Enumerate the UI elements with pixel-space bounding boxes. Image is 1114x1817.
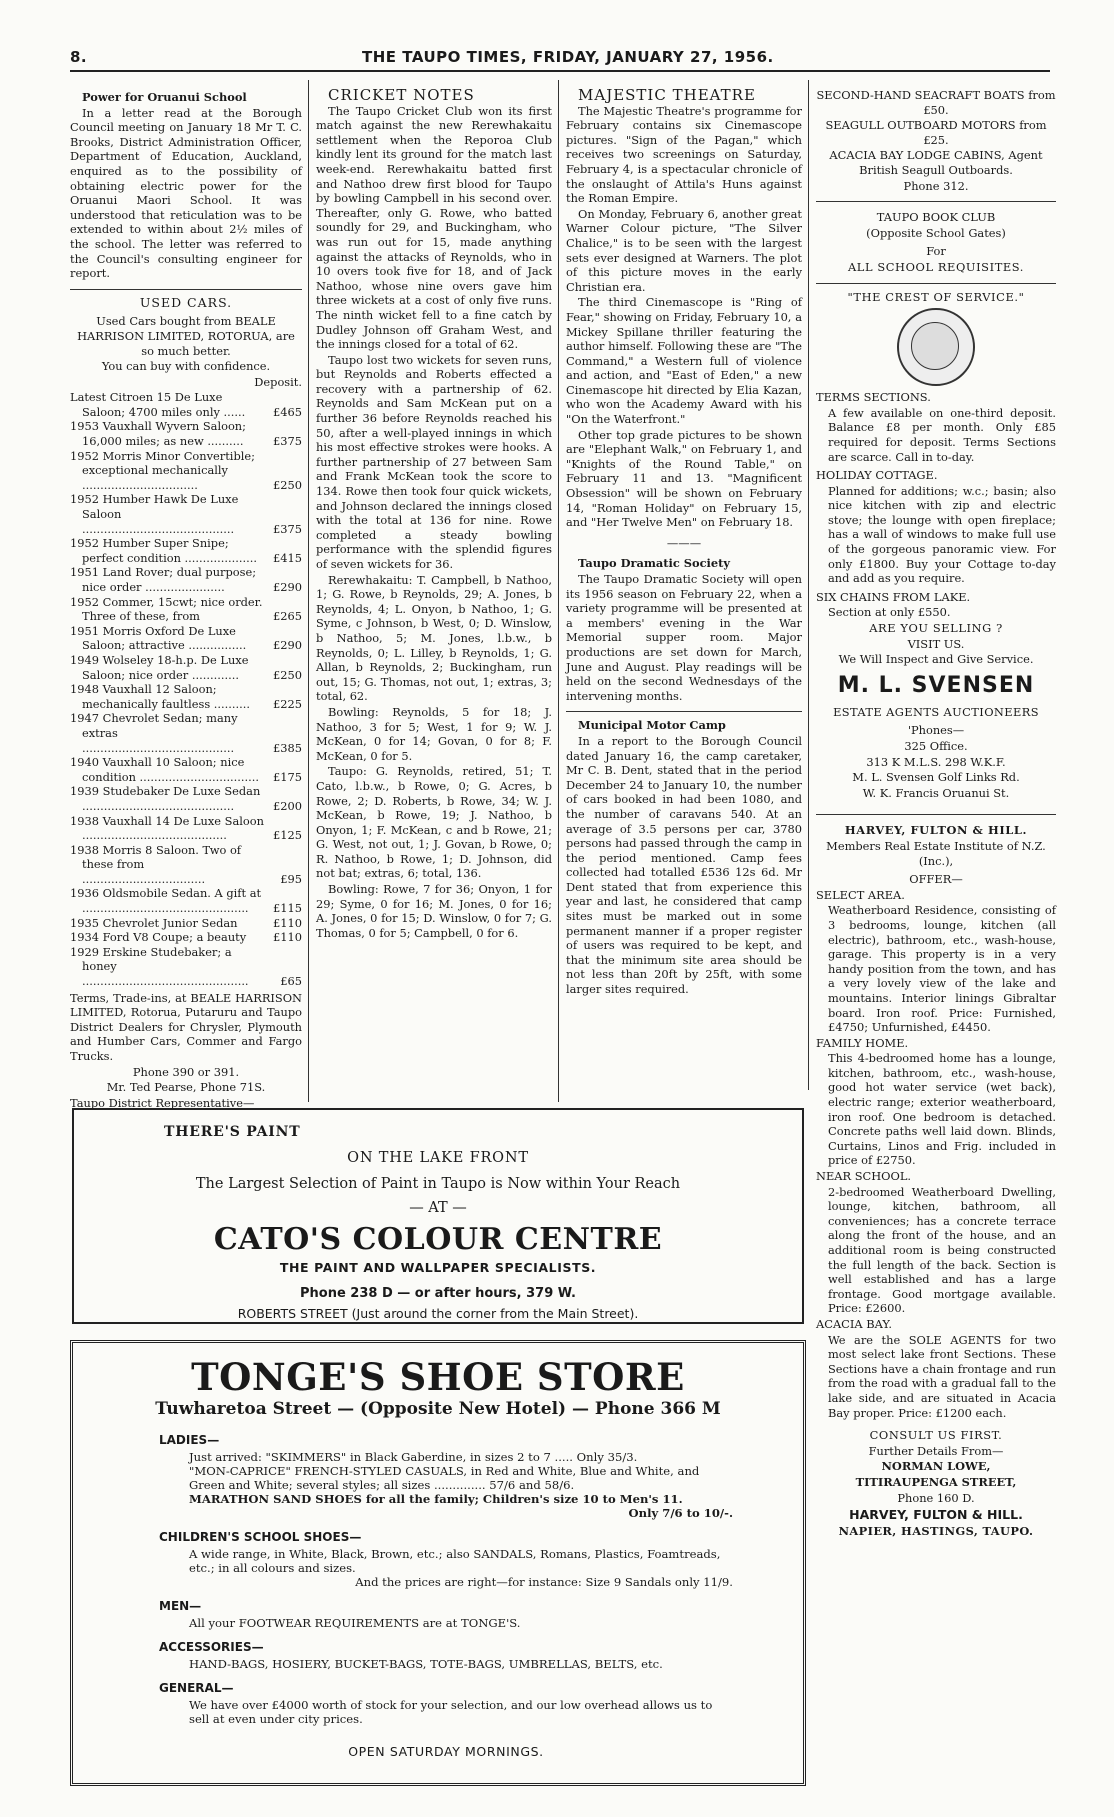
used-cars-confidence: You can buy with confidence. xyxy=(101,359,271,374)
paint-location: ON THE LAKE FRONT xyxy=(347,1150,529,1166)
used-car-row xyxy=(70,595,302,624)
used-car-price: £65 xyxy=(280,974,302,989)
used-car-price: £115 xyxy=(273,901,302,916)
used-car-price: £415 xyxy=(273,550,302,565)
svensen-office: 325 Office. xyxy=(904,739,968,753)
paint-phone: Phone 238 D — or after hours, 379 W. xyxy=(299,1286,576,1301)
theatre-para: On Monday, February 6, another great Warner Colour picture, "The Silver Chalice," is to be seen with the largest sets ever designed at Warners. The plot of this picture moves in the early Christian era. xyxy=(566,206,802,294)
used-car-row xyxy=(70,930,302,945)
used-car-description: 1951 Morris Oxford De Luxe Saloon; attractive ................ xyxy=(70,623,247,653)
used-car-row xyxy=(70,492,302,536)
school-heading: Power for Oruanui School xyxy=(82,90,247,104)
book-club-title: TAUPO BOOK CLUB xyxy=(876,210,996,225)
used-car-description: 1952 Humber Hawk De Luxe Saloon .......................................... xyxy=(70,492,239,536)
used-car-description: 1947 Chevrolet Sedan; many extras .......................................... xyxy=(70,711,238,755)
theatre-heading: MAJESTIC THEATRE xyxy=(578,86,756,104)
newspaper-title: THE TAUPO TIMES, FRIDAY, JANUARY 27, 1956. xyxy=(362,48,774,66)
cricket-para: Bowling: Reynolds, 5 for 18; J. Nathoo, 3 for 5; West, 1 for 9; W. J. McKean, 0 for 14; Govan, 0 for 8; F. McKean, 0 for 5. xyxy=(316,704,552,763)
used-car-row xyxy=(70,886,302,915)
book-club-requisites: ALL SCHOOL REQUISITES. xyxy=(847,259,1025,274)
holiday-body: Planned for additions; w.c.; basin; also nice kitchen with zip and electric stove; the lounge with open fireplace; has a wall of windows to make full use of the gorgeous panoramic view. For only £1800. Buy your Cottage to-day and add as you require. xyxy=(828,483,1056,586)
paint-specialists: THE PAINT AND WALLPAPER SPECIALISTS. xyxy=(279,1260,597,1275)
ladies-marathon: MARATHON SAND SHOES for all the family; Children's size 10 to Men's 11. xyxy=(189,1492,683,1506)
theatre-para: The third Cinemascope is "Ring of Fear," showing on Friday, February 10, a Mickey Spillane thriller featuring the author himself. Following these are "The Command," a Western full of violence and action, and "East of Eden," a new Cinemascope hit directed by Elia Kazan, who won the Academy Award with his "On the Waterfront." xyxy=(566,295,802,427)
column-2 xyxy=(316,88,552,1102)
divider xyxy=(816,201,1056,202)
used-cars-terms: Terms, Trade-ins, at BEALE HARRISON LIMITED, Rotorua, Putaruru and Taupo District Dealers for Chrysler, Plymouth and Humber Cars, Commer and Fargo Trucks. xyxy=(70,990,302,1063)
paint-store-name: CATO'S COLOUR CENTRE xyxy=(213,1222,663,1257)
used-car-price: £200 xyxy=(273,798,302,813)
hfh-footer: HARVEY, FULTON & HILL. xyxy=(849,1507,1023,1523)
used-car-row xyxy=(70,755,302,784)
cricket-para: Taupo lost two wickets for seven runs, but Reynolds and Roberts effected a recovery with a partnership of 62. Reynolds and Sam McKean put on a further 36 before Reynolds reached his 50, after a well-played innings in which his most effective strokes were hooks. A further partnership of 27 between Sam and Frank McKean took the score to 134. Rowe then took four quick wickets, and Johnson declared the innings closed with the total at 136 for nine. Rowe completed a steady bowling performance with the splendid figures of seven wickets for 36. xyxy=(316,352,552,571)
seacraft-phone: Phone 312. xyxy=(903,178,969,193)
accessories-list: HAND-BAGS, HOSIERY, BUCKET-BAGS, TOTE-BAGS, UMBRELLAS, BELTS, etc. xyxy=(189,1657,663,1671)
seagull-motors: SEAGULL OUTBOARD MOTORS from £25. xyxy=(825,118,1047,147)
titiraupenga-street: TITIRAUPENGA STREET, xyxy=(855,1474,1017,1489)
dramatic-article: The Taupo Dramatic Society will open its 1956 season on February 22, when a variety programme will be presented at a members' evening in the War Memorial supper room. Major productions are set down for March, June and August. Play readings will be held on the second Wednesdays of the intervening months. xyxy=(566,572,802,703)
used-car-price: £110 xyxy=(273,930,302,945)
cricket-para: The Taupo Cricket Club won its first match against the new Rerewhakaitu settlement when the Reporoa Club kindly lent its ground for the match last week-end. Rerewhakaitu batted first and Nathoo drew first blood for Taupo by bowling Campbell in his second over. Thereafter, only G. Rowe, who batted soundly for 29, and Buckingham, who was run out for 15, made anything against the attacks of Reynolds, who in 10 overs took five for 18, and of Jack Nathoo, whose nine overs gave him three wickets at a cost of only five runs. The ninth wicket fell to a fine catch by Dudley Johnson off Graham West, and the innings closed for a total of 62. xyxy=(316,103,552,352)
used-car-row xyxy=(70,916,302,931)
used-car-description: 1952 Humber Super Snipe; perfect condition .................... xyxy=(70,536,257,565)
used-car-row xyxy=(70,536,302,565)
paint-advertisement xyxy=(72,1108,804,1324)
further-details: Further Details From— xyxy=(868,1443,1004,1458)
used-car-price: £175 xyxy=(273,769,302,784)
column-4 xyxy=(816,88,1056,1788)
divider: ——— xyxy=(666,535,702,550)
used-car-description: 1936 Oldsmobile Sedan. A gift at .............................................. xyxy=(70,886,262,916)
seacraft-boats: SECOND-HAND SEACRAFT BOATS from £50. xyxy=(816,88,1056,117)
norman-lowe: NORMAN LOWE, xyxy=(881,1459,991,1474)
used-car-row xyxy=(70,814,302,843)
shoe-store-title: TONGE'S SHOE STORE xyxy=(191,1355,685,1399)
hfh-members: Members Real Estate Institute of N.Z. (Inc.), xyxy=(826,838,1046,868)
divider xyxy=(70,289,302,290)
cricket-para: Rerewhakaitu: T. Campbell, b Nathoo, 1; G. Rowe, b Reynolds, 29; A. Jones, b Reynolds, 4; L. Onyon, b Nathoo, 1; G. Syme, c Johnson, b West, 0; D. Winslow, b Nathoo, 5; M. Jones, l.b.w., b Reynolds, 0; L. Lilley, b Reynolds, 1; G. Allan, b Reynolds, 2; Buckingham, run out, 15; G. Thomas, not out, 1; extras, 3; total, 62. xyxy=(316,572,552,704)
used-car-row xyxy=(70,784,302,813)
used-car-row xyxy=(70,565,302,594)
divider xyxy=(566,711,802,712)
svensen-subtitle: ESTATE AGENTS AUCTIONEERS xyxy=(833,704,1039,719)
near-school-heading: NEAR SCHOOL. xyxy=(816,1169,912,1184)
dramatic-heading: Taupo Dramatic Society xyxy=(578,556,730,571)
used-car-row xyxy=(70,682,302,711)
svensen-phone-line: 313 K M.L.S. 298 W.K.F. xyxy=(866,754,1006,769)
accessories-heading: ACCESSORIES— xyxy=(159,1640,264,1654)
used-car-description: 1940 Vauxhall 10 Saloon; nice condition ................................. xyxy=(70,755,260,784)
acacia-bay-heading: ACACIA BAY. xyxy=(816,1316,893,1331)
svensen-name: M. L. SVENSEN xyxy=(837,672,1035,698)
svensen-address-1: M. L. Svensen Golf Links Rd. xyxy=(852,770,1020,785)
used-car-price: £125 xyxy=(273,828,302,843)
used-car-description: 1938 Vauxhall 14 De Luxe Saloon ........................................ xyxy=(70,813,264,843)
six-chains-heading: SIX CHAINS FROM LAKE. xyxy=(816,589,971,604)
used-car-description: 1935 Chevrolet Junior Sedan xyxy=(70,915,238,930)
used-car-description: 1938 Morris 8 Saloon. Two of these from .................................. xyxy=(70,842,242,886)
school-article: In a letter read at the Borough Council meeting on January 18 Mr T. C. Brooks, District Administration Officer, Department of Education, Auckland, enquired as to the possibility of obtaining electric power for the Oruanui Maori School. It was understood that reticulation was to be extended to within about 2½ miles of the school. The letter was referred to the Council's consulting engineer for report. xyxy=(70,105,302,281)
book-club-location: (Opposite School Gates) xyxy=(866,225,1006,240)
used-car-price: £250 xyxy=(273,477,302,492)
cricket-para: Bowling: Rowe, 7 for 36; Onyon, 1 for 29; Syme, 0 for 16; M. Jones, 0 for 16; A. Jones, 0 for 15; D. Winslow, 0 for 7; G. Thomas, 0 for 5; Campbell, 0 for 6. xyxy=(316,882,552,940)
selling-question: ARE YOU SELLING ? xyxy=(869,621,1003,636)
used-cars-rep-title: Taupo District Representative— xyxy=(70,1095,255,1110)
hfh-heading: HARVEY, FULTON & HILL. xyxy=(844,823,1028,838)
ladies-mon-caprice: "MON-CAPRICE" FRENCH-STYLED CASUALS, in Red and White, Blue and White, and Green and White; several styles; all sizes .............. 57/6 and 58/6. xyxy=(189,1464,700,1492)
used-car-description: 1949 Wolseley 18-h.p. De Luxe Saloon; nice order ............. xyxy=(70,652,249,682)
used-car-row xyxy=(70,843,302,887)
column-rule xyxy=(308,80,309,1102)
terms-body: A few available on one-third deposit. Balance £8 per month. Only £85 required for deposit. Terms Sections are scarce. Call in to-day. xyxy=(828,405,1056,464)
select-area-body: Weatherboard Residence, consisting of 3 bedrooms, lounge, kitchen (all electric), bathroom, etc., wash-house, garage. This property is in a very handy position from the town, and has a very lovely view of the lake and mountains. Interior linings Gibraltar board. Iron roof. Price: Furnished, £4750; Unfurnished, £4450. xyxy=(828,903,1056,1035)
inspect-service: We Will Inspect and Give Service. xyxy=(838,652,1034,667)
holiday-heading: HOLIDAY COTTAGE. xyxy=(816,468,938,483)
deposit-label: Deposit. xyxy=(254,374,302,389)
used-car-price: £265 xyxy=(273,609,302,624)
column-3 xyxy=(566,88,802,1102)
shoe-store-address: Tuwharetoa Street — (Opposite New Hotel) — Phone 366 M xyxy=(155,1399,721,1419)
six-chains-body: Section at only £550. xyxy=(828,605,951,620)
used-car-row xyxy=(70,945,302,989)
cricket-para: Taupo: G. Reynolds, retired, 51; T. Cato, l.b.w., b Rowe, 0; G. Acres, b Rowe, 2; D. Roberts, b Rowe, 34; W. J. McKean, b Rowe, 19; J. Nathoo, b Onyon, 1; F. McKean, c and b Rowe, 21; G. West, not out, 1; J. Govan, b Rowe, 0; R. Nathoo, b Rowe, 1; D. Johnson, did not bat; extras, 6; total, 136. xyxy=(316,764,552,881)
page-number: 8. xyxy=(70,48,88,66)
used-car-price: £375 xyxy=(273,434,302,449)
hfh-towns: NAPIER, HASTINGS, TAUPO. xyxy=(838,1523,1034,1538)
used-car-row xyxy=(70,711,302,755)
used-car-description: 1952 Commer, 15cwt; nice order. Three of these, from xyxy=(70,594,263,624)
column-rule xyxy=(808,80,809,1090)
lowe-phone: Phone 160 D. xyxy=(897,1490,975,1505)
used-cars-intro: Used Cars bought from BEALE HARRISON LIMITED, ROTORUA, are so much better. xyxy=(77,314,295,358)
children-heading: CHILDREN'S SCHOOL SHOES— xyxy=(159,1530,362,1544)
svensen-address-2: W. K. Francis Oruanui St. xyxy=(862,785,1010,800)
column-1 xyxy=(70,90,302,1110)
used-car-price: £225 xyxy=(273,696,302,711)
used-car-description: 1953 Vauxhall Wyvern Saloon; 16,000 miles; as new .......... xyxy=(70,419,246,449)
open-saturday: OPEN SATURDAY MORNINGS. xyxy=(348,1744,544,1759)
ladies-heading: LADIES— xyxy=(159,1433,220,1447)
used-car-price: £375 xyxy=(273,521,302,536)
used-car-price: £290 xyxy=(273,638,302,653)
divider xyxy=(816,814,1056,815)
camp-heading: Municipal Motor Camp xyxy=(578,718,726,733)
used-car-price: £110 xyxy=(273,915,302,930)
used-car-description: 1948 Vauxhall 12 Saloon; mechanically faultless .......... xyxy=(70,682,251,711)
general-stock: We have over £4000 worth of stock for your selection, and our low overhead allows us to sell at even under city prices. xyxy=(189,1698,713,1726)
paint-address: ROBERTS STREET (Just around the corner from the Main Street). xyxy=(237,1306,639,1321)
men-requirements: All your FOOTWEAR REQUIREMENTS are at TONGE'S. xyxy=(189,1616,521,1630)
used-car-description: 1952 Morris Minor Convertible; exceptional mechanically ................................ xyxy=(70,448,255,492)
used-car-description: Latest Citroen 15 De Luxe Saloon; 4700 miles only ...... xyxy=(70,390,246,419)
camp-article: In a report to the Borough Council dated January 16, the camp caretaker, Mr C. B. Dent, stated that in the period December 24 to January 10, the number of cars booked in had been 1080, and the number of caravans 540. At an average of 3.5 persons per car, 3780 persons had passed through the camp in the period mentioned. Camp fees collected had totalled £536 12s 6d. Mr Dent stated that from experience this year and last, he considered that camp sites must be marked out in some permanent manner if a proper register of users was required to be kept, and that the minimum site area should be not less than 20ft by 25ft, with some larger sites required. xyxy=(566,733,802,997)
hfh-offer: OFFER— xyxy=(909,872,963,887)
used-car-row xyxy=(70,653,302,682)
svensen-phones: 'Phones— xyxy=(907,723,965,738)
used-car-price: £95 xyxy=(280,871,302,886)
men-heading: MEN— xyxy=(159,1599,202,1613)
divider xyxy=(816,283,1056,284)
used-car-row xyxy=(70,419,302,448)
used-car-description: 1939 Studebaker De Luxe Sedan .......................................... xyxy=(70,784,261,813)
column-rule xyxy=(558,80,559,1102)
family-home-heading: FAMILY HOME. xyxy=(816,1035,909,1050)
general-heading: GENERAL— xyxy=(159,1681,234,1695)
used-car-price: £385 xyxy=(273,740,302,755)
children-prices: And the prices are right—for instance: Size 9 Sandals only 11/9. xyxy=(355,1575,733,1589)
used-car-row xyxy=(70,624,302,653)
family-home-body: This 4-bedroomed home has a lounge, kitchen, bathroom, etc., wash-house, good hot water service (wet back), electric range; exterior weatherboard, iron roof. One bedroom is detached. Concrete paths well laid down. Blinds, Curtains, Linos and Frig. included in price of £2750. xyxy=(828,1051,1056,1168)
terms-heading: TERMS SECTIONS. xyxy=(816,390,931,405)
used-car-description: 1951 Land Rover; dual purpose; nice order ...................... xyxy=(70,565,257,594)
used-car-price: £465 xyxy=(273,404,302,419)
paint-selection: The Largest Selection of Paint in Taupo is Now within Your Reach xyxy=(195,1176,681,1192)
used-cars-phone: Phone 390 or 391. xyxy=(132,1064,240,1079)
visit-us: VISIT US. xyxy=(907,636,965,651)
used-cars-list xyxy=(70,390,302,988)
masthead xyxy=(70,44,1050,72)
real-estate-institute-seal xyxy=(897,308,975,386)
used-car-row xyxy=(70,449,302,493)
children-range: A wide range, in White, Black, Brown, etc.; also SANDALS, Romans, Plastics, Foamtreads, etc.; in all colours and sizes. xyxy=(189,1547,721,1575)
near-school-body: 2-bedroomed Weatherboard Dwelling, lounge, kitchen, bathroom, all conveniences; has a concrete terrace along the front of the house, and an additional room is being constructed the full length of the back. Section is well established and has a large frontage. Good mortgage available. Price: £2600. xyxy=(828,1184,1056,1316)
shoe-store-advertisement xyxy=(70,1340,806,1786)
used-car-price: £290 xyxy=(273,580,302,594)
ladies-marathon-price: Only 7/6 to 10/-. xyxy=(628,1506,733,1520)
theatre-para: Other top grade pictures to be shown are "Elephant Walk," on February 1, and "Knights of the Round Table," on February 11 and 13. "Magnificent Obsession" will be shown on February 14, "Roman Holiday" on February 15, and "Her Twelve Men" on February 18. xyxy=(566,427,802,530)
cricket-heading: CRICKET NOTES xyxy=(328,86,475,104)
paint-headline: THERE'S PAINT xyxy=(164,1124,301,1140)
used-car-row xyxy=(70,390,302,419)
acacia-bay-body: We are the SOLE AGENTS for two most select lake front Sections. These Sections have a chain frontage and run from the road with a gradual fall to the lake side, and are situated in Acacia Bay proper. Price: £1200 each. xyxy=(828,1332,1056,1420)
paint-at: — AT — xyxy=(409,1200,467,1216)
crest-slogan: "THE CREST OF SERVICE." xyxy=(847,289,1025,304)
used-car-description: 1934 Ford V8 Coupe; a beauty xyxy=(70,930,247,945)
theatre-para: The Majestic Theatre's programme for February contains six Cinemascope pictures. "Sign of the Pagan," which receives two screenings on Saturday, February 4, is a spectacular chronicle of the onslaught of Attila's Huns against the Roman Empire. xyxy=(566,103,802,206)
select-area-heading: SELECT AREA. xyxy=(816,887,905,902)
used-cars-heading: USED CARS. xyxy=(139,294,233,310)
book-club-for: For xyxy=(926,244,946,259)
used-car-price: £250 xyxy=(273,667,302,682)
consult-us: CONSULT US FIRST. xyxy=(869,1428,1003,1443)
ladies-skimmers: Just arrived: "SKIMMERS" in Black Gaberdine, in sizes 2 to 7 ..... Only 35/3. xyxy=(189,1450,638,1464)
used-cars-rep: Mr. Ted Pearse, Phone 71S. xyxy=(106,1080,266,1095)
acacia-lodge: ACACIA BAY LODGE CABINS, Agent British Seagull Outboards. xyxy=(829,148,1043,177)
used-car-description: 1929 Erskine Studebaker; a honey .............................................. xyxy=(70,944,249,989)
